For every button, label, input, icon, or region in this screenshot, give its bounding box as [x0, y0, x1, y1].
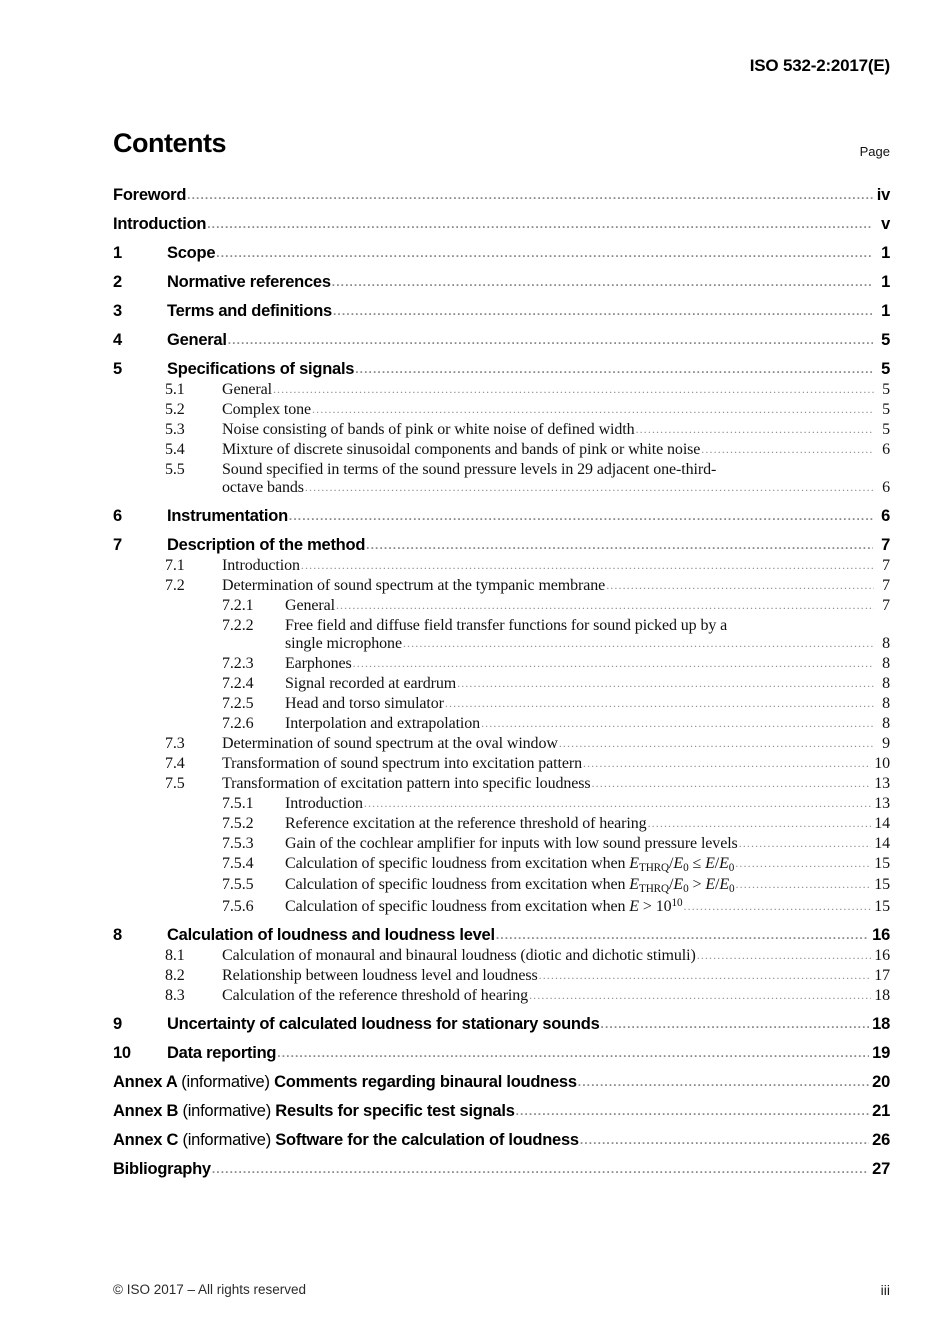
toc-entry-title: Gain of the cochlear amplifier for inputs with low sound pressure levels — [285, 835, 738, 852]
toc-entry-title: Normative references — [167, 273, 331, 291]
toc-entry-title: Transformation of excitation pattern into specific loudness — [222, 775, 591, 792]
toc-entry-page: 21 — [872, 1101, 890, 1120]
toc-entry-title: Annex B (informative) Results for specific test signals — [113, 1101, 515, 1120]
toc-entry[interactable] — [113, 655, 890, 673]
toc-leader-dots — [516, 1105, 870, 1117]
page-column-header: Page — [859, 144, 890, 159]
toc-entry-number: 7.5.3 — [222, 835, 254, 852]
toc-entry-page: 6 — [882, 441, 890, 458]
toc-entry-page: 5 — [882, 381, 890, 398]
toc-entry[interactable] — [113, 1131, 890, 1150]
toc-entry-number: 5.3 — [165, 421, 185, 438]
toc-entry-number: 5.4 — [165, 441, 185, 458]
toc-entry-page: 1 — [881, 273, 890, 291]
toc-entry[interactable] — [113, 441, 890, 459]
toc-entry[interactable] — [113, 755, 890, 773]
toc-leader-dots — [739, 837, 872, 849]
toc-entry-number: 5.1 — [165, 381, 185, 398]
toc-entry-title-continued: octave bands — [222, 479, 304, 496]
toc-entry-number: 7.4 — [165, 755, 185, 772]
toc-entry-page: 16 — [872, 925, 890, 944]
toc-leader-dots — [701, 443, 874, 455]
toc-entry-number: 5.5 — [165, 461, 185, 478]
toc-leader-dots — [289, 510, 873, 522]
toc-entry-title: Determination of sound spectrum at the oval window — [222, 735, 558, 752]
toc-entry-title: Mixture of discrete sinusoidal components and bands of pink or white noise — [222, 441, 701, 458]
toc-leader-dots — [366, 539, 873, 551]
toc-entry-page: 10 — [874, 755, 890, 772]
toc-entry-title: Calculation of the reference threshold of hearing — [222, 986, 529, 1004]
toc-entry-page: 5 — [882, 401, 890, 418]
toc-entry-title: Relationship between loudness level and loudness — [222, 966, 538, 984]
toc-leader-dots — [187, 189, 873, 201]
toc-entry-title: Uncertainty of calculated loudness for stationary sounds — [167, 1014, 600, 1033]
toc-entry-number: 1 — [113, 244, 122, 262]
toc-entry-number: 7.5.2 — [222, 815, 254, 832]
toc-leader-dots — [312, 403, 874, 415]
toc-entry[interactable] — [113, 381, 890, 399]
toc-entry-number: 7.5.5 — [222, 875, 254, 893]
toc-entry-page: 17 — [874, 966, 890, 984]
toc-entry[interactable] — [113, 735, 890, 753]
toc-entry[interactable] — [113, 461, 890, 497]
toc-entry[interactable] — [113, 401, 890, 419]
toc-entry-page: 20 — [872, 1072, 890, 1091]
toc-entry[interactable] — [113, 897, 890, 916]
toc-entry-number: 7.5.4 — [222, 855, 254, 872]
toc-entry-number: 9 — [113, 1014, 122, 1033]
toc-entry[interactable] — [113, 617, 890, 653]
document-header-id: ISO 532-2:2017(E) — [749, 56, 890, 75]
toc-entry-number: 7.5 — [165, 775, 185, 792]
toc-entry[interactable] — [113, 536, 890, 555]
toc-entry[interactable] — [113, 1160, 890, 1179]
toc-entry-page: 18 — [874, 986, 890, 1004]
toc-entry-page: 16 — [874, 946, 890, 964]
toc-entry-title: Scope — [167, 244, 216, 262]
toc-leader-dots — [636, 423, 874, 435]
toc-entry-title: Complex tone — [222, 401, 312, 418]
toc-entry-title: Earphones — [285, 655, 352, 672]
toc-entry-title: Reference excitation at the reference threshold of hearing — [285, 815, 647, 832]
toc-leader-dots — [301, 559, 874, 571]
toc-entry-title: Interpolation and extrapolation — [285, 715, 481, 732]
page-title: Contents — [113, 128, 226, 158]
toc-entry-number: 7 — [113, 536, 122, 554]
toc-entry[interactable] — [113, 244, 890, 263]
toc-entry-page: 15 — [874, 897, 890, 915]
toc-entry-page: 5 — [881, 331, 890, 349]
toc-entry[interactable] — [113, 597, 890, 615]
toc-entry[interactable] — [113, 815, 890, 833]
toc-entry-number: 5.2 — [165, 401, 185, 418]
toc-entry-number: 8 — [113, 925, 122, 944]
toc-entry-title: Transformation of sound spectrum into excitation pattern — [222, 755, 582, 772]
toc-leader-dots — [592, 777, 872, 789]
toc-entry[interactable] — [113, 1015, 890, 1034]
toc-entry[interactable] — [113, 675, 890, 693]
toc-entry[interactable] — [113, 967, 890, 985]
toc-leader-dots — [355, 363, 873, 375]
toc-entry-page: 13 — [874, 775, 890, 792]
toc-leader-dots — [539, 969, 872, 981]
page-footer — [113, 1282, 890, 1302]
toc-entry-number: 7.5.6 — [222, 897, 254, 915]
toc-entry-title: Annex C (informative) Software for the calculation of loudness — [113, 1130, 579, 1149]
toc-entry-title-continued: single microphone — [285, 635, 402, 652]
toc-entry-page: 5 — [881, 360, 890, 378]
toc-entry[interactable] — [113, 835, 890, 853]
toc-entry-number: 8.2 — [165, 966, 185, 984]
toc-entry-title: Description of the method — [167, 536, 366, 554]
toc-leader-dots — [559, 737, 874, 749]
toc-entry-number: 10 — [113, 1043, 131, 1062]
toc-entry-title: General — [167, 331, 227, 349]
copyright-notice: © ISO 2017 – All rights reserved — [113, 1282, 307, 1297]
toc-entry-page: 13 — [874, 795, 890, 812]
toc-entry[interactable] — [113, 557, 890, 575]
toc-leader-dots — [481, 717, 874, 729]
toc-leader-dots — [212, 1163, 869, 1175]
toc-entry-page: 7 — [882, 577, 890, 594]
toc-entry-number: 7.2.3 — [222, 655, 254, 672]
toc-entry-page: 8 — [882, 695, 890, 712]
annex-informative-note: (informative) — [182, 1130, 271, 1149]
toc-leader-dots — [332, 276, 873, 288]
toc-entry-title: Head and torso simulator — [285, 695, 444, 712]
toc-entry-title: General — [285, 597, 335, 614]
toc-entry-title: Calculation of specific loudness from excitation when $E_{THRQ}/E_0 \le E/E_0$ — [285, 855, 735, 874]
toc-entry-number: 7.2.5 — [222, 695, 254, 712]
toc-entry[interactable] — [113, 1044, 890, 1063]
toc-entry-title: Free field and diffuse field transfer functions for sound picked up by a — [285, 617, 728, 634]
toc-entry[interactable] — [113, 795, 890, 813]
toc-entry-number: 3 — [113, 302, 122, 320]
toc-leader-dots — [578, 1076, 869, 1088]
toc-leader-dots — [529, 989, 871, 1001]
toc-entry-page: 27 — [872, 1159, 890, 1178]
toc-leader-dots — [305, 481, 874, 493]
contents-heading-block — [113, 128, 890, 168]
page-folio: iii — [880, 1282, 890, 1298]
toc-entry-title: Bibliography — [113, 1159, 211, 1178]
toc-leader-dots — [364, 797, 871, 809]
toc-leader-dots — [697, 949, 871, 961]
toc-entry[interactable] — [113, 507, 890, 526]
toc-entry-title: General — [222, 381, 272, 398]
toc-entry-page: 9 — [882, 735, 890, 752]
toc-entry-number: 7.2 — [165, 577, 185, 594]
toc-entry-number: 7.2.1 — [222, 597, 254, 614]
toc-entry[interactable] — [113, 876, 890, 895]
toc-entry-page: v — [881, 215, 890, 233]
toc-entry-number: 7.2.6 — [222, 715, 254, 732]
toc-entry-title: Introduction — [113, 215, 207, 233]
toc-entry[interactable] — [113, 186, 890, 205]
toc-entry[interactable] — [113, 1073, 890, 1092]
toc-leader-dots — [684, 900, 872, 912]
toc-entry-page: 15 — [874, 875, 890, 893]
toc-entry[interactable] — [113, 302, 890, 321]
toc-entry[interactable] — [113, 695, 890, 713]
toc-entry-page: 8 — [882, 635, 890, 652]
toc-entry-title: Determination of sound spectrum at the tympanic membrane — [222, 577, 606, 594]
toc-entry-title: Foreword — [113, 186, 187, 204]
toc-entry-number: 8.3 — [165, 986, 185, 1004]
toc-entry[interactable] — [113, 775, 890, 793]
toc-entry-page: 18 — [872, 1014, 890, 1033]
toc-entry-number: 8.1 — [165, 946, 185, 964]
toc-entry[interactable] — [113, 360, 890, 379]
toc-leader-dots — [228, 334, 873, 346]
toc-entry-number: 5 — [113, 360, 122, 378]
toc-entry[interactable] — [113, 947, 890, 965]
toc-entry[interactable] — [113, 855, 890, 874]
toc-entry-page: 14 — [874, 835, 890, 852]
toc-entry[interactable] — [113, 331, 890, 350]
toc-entry-page: 14 — [874, 815, 890, 832]
annex-informative-note: (informative) — [182, 1101, 271, 1120]
toc-entry-page: 8 — [882, 715, 890, 732]
toc-leader-dots — [606, 579, 874, 591]
toc-leader-dots — [333, 305, 873, 317]
toc-entry[interactable] — [113, 1102, 890, 1121]
toc-leader-dots — [648, 817, 872, 829]
toc-entry-number: 7.1 — [165, 557, 185, 574]
toc-entry-page: 8 — [882, 675, 890, 692]
toc-entry[interactable] — [113, 715, 890, 733]
toc-entry-page: 5 — [882, 421, 890, 438]
toc-entry-number: 4 — [113, 331, 122, 349]
toc-leader-dots — [445, 697, 874, 709]
toc-entry-number: 6 — [113, 507, 122, 525]
toc-entry-page: 26 — [872, 1130, 890, 1149]
table-of-contents — [113, 186, 890, 1179]
toc-entry-title: Annex A (informative) Comments regarding binaural loudness — [113, 1072, 577, 1091]
toc-entry-title: Data reporting — [167, 1043, 277, 1062]
toc-entry-title: Calculation of specific loudness from excitation when $E > 10^{10}$ — [285, 896, 683, 915]
toc-entry-number: 7.2.2 — [222, 617, 254, 634]
toc-entry-title: Introduction — [222, 557, 300, 574]
toc-entry[interactable] — [113, 987, 890, 1005]
toc-entry[interactable] — [113, 577, 890, 595]
toc-leader-dots — [353, 657, 874, 669]
toc-entry-page: 7 — [881, 536, 890, 554]
toc-leader-dots — [580, 1134, 869, 1146]
toc-leader-dots — [336, 599, 874, 611]
toc-entry-page: 6 — [882, 479, 890, 496]
toc-entry[interactable] — [113, 215, 890, 234]
toc-entry-page: 1 — [881, 302, 890, 320]
toc-entry-page: 15 — [874, 855, 890, 872]
toc-entry[interactable] — [113, 926, 890, 945]
toc-entry-number: 7.5.1 — [222, 795, 254, 812]
toc-entry-number: 2 — [113, 273, 122, 291]
toc-entry[interactable] — [113, 273, 890, 292]
toc-entry-title: Sound specified in terms of the sound pressure levels in 29 adjacent one-third- — [222, 461, 717, 478]
toc-entry-number: 7.3 — [165, 735, 185, 752]
toc-leader-dots — [403, 637, 874, 649]
toc-entry-title: Calculation of loudness and loudness level — [167, 925, 495, 944]
toc-leader-dots — [207, 218, 873, 230]
toc-leader-dots — [736, 878, 872, 890]
toc-leader-dots — [735, 857, 871, 869]
toc-entry-title: Signal recorded at eardrum — [285, 675, 457, 692]
toc-entry-page: 1 — [881, 244, 890, 262]
toc-entry-page: 19 — [872, 1043, 890, 1062]
toc-leader-dots — [273, 383, 874, 395]
toc-entry-title: Calculation of specific loudness from excitation when $E_{THRQ}/E_0 > E/E_0$ — [285, 875, 735, 895]
toc-leader-dots — [216, 247, 873, 259]
toc-entry[interactable] — [113, 421, 890, 439]
toc-entry-number: 7.2.4 — [222, 675, 254, 692]
toc-entry-title: Calculation of monaural and binaural loudness (diotic and dichotic stimuli) — [222, 946, 696, 964]
toc-entry-title: Specifications of signals — [167, 360, 355, 378]
toc-entry-title: Instrumentation — [167, 507, 288, 525]
toc-leader-dots — [601, 1018, 870, 1030]
toc-entry-page: iv — [876, 186, 890, 204]
toc-leader-dots — [457, 677, 874, 689]
toc-entry-page: 6 — [881, 507, 890, 525]
toc-entry-page: 8 — [882, 655, 890, 672]
annex-informative-note: (informative) — [181, 1072, 270, 1091]
toc-entry-title: Terms and definitions — [167, 302, 332, 320]
toc-entry-page: 7 — [882, 557, 890, 574]
toc-entry-page: 7 — [882, 597, 890, 614]
toc-leader-dots — [583, 757, 871, 769]
toc-entry-title: Noise consisting of bands of pink or white noise of defined width — [222, 421, 635, 438]
toc-leader-dots — [496, 929, 869, 941]
toc-leader-dots — [277, 1047, 869, 1059]
toc-entry-title: Introduction — [285, 795, 363, 812]
